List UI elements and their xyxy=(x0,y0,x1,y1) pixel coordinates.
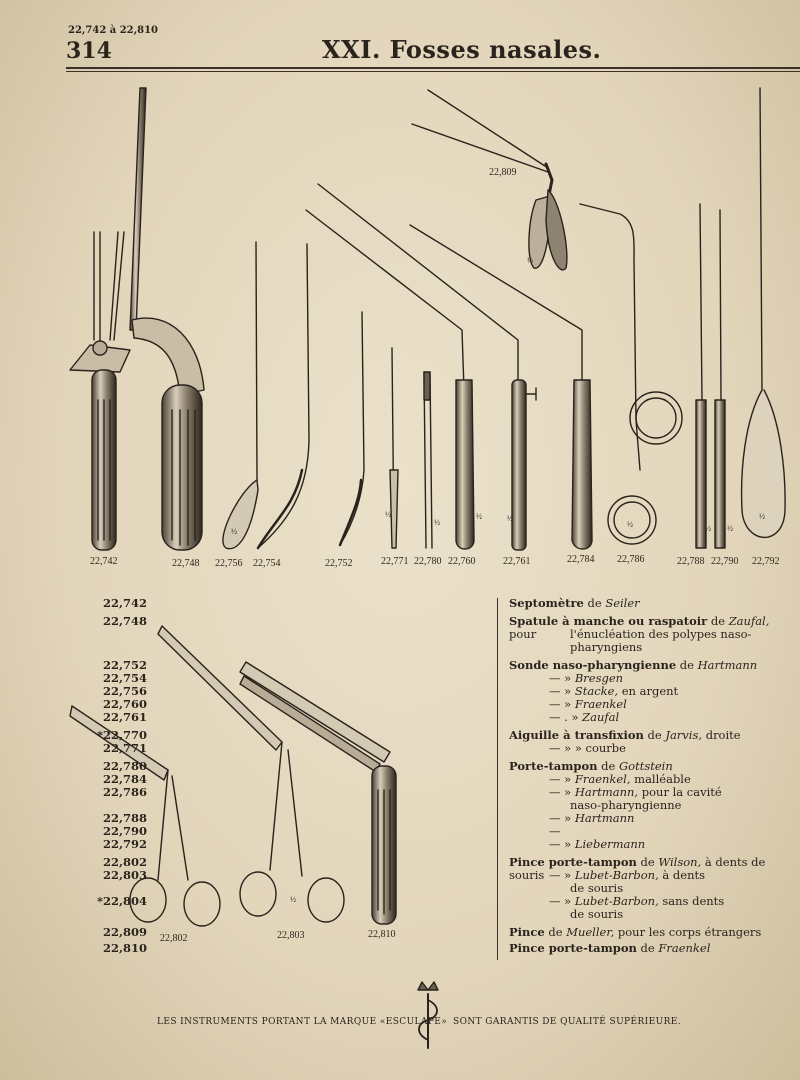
catalog-number: 22,761 xyxy=(102,710,147,724)
probe-22752 xyxy=(340,312,364,545)
item-connector: pharyngiens xyxy=(570,640,643,654)
figure-label: 22,803 xyxy=(277,930,305,941)
item-name: Aiguille à transfixion xyxy=(509,728,644,742)
sound-22761 xyxy=(318,184,536,550)
forceps-22809 xyxy=(412,90,567,270)
catalog-number: 22,771 xyxy=(102,741,147,755)
scale-mark: ½ xyxy=(476,512,482,521)
item-name: Spatule à manche ou raspatoir xyxy=(509,614,708,628)
figure-label: 22,752 xyxy=(325,558,353,569)
item-detail: sans dents xyxy=(658,894,725,908)
item-name: Pince porte-tampon xyxy=(509,941,637,955)
item-connector: de xyxy=(636,941,659,955)
catalog-description xyxy=(509,597,771,610)
scale-mark: ½ xyxy=(527,256,533,265)
item-detail: malléable xyxy=(630,772,691,786)
catalog-description xyxy=(509,869,771,882)
catalog-number: 22,810 xyxy=(102,941,147,955)
item-author: Fraenkel, xyxy=(574,772,631,786)
tampon-holder-22788 xyxy=(696,204,706,548)
item-connector: de xyxy=(707,614,729,628)
scale-mark: ½ xyxy=(727,524,733,533)
item-connector: — » xyxy=(549,811,575,825)
catalog-number: 22,802 xyxy=(102,855,147,869)
tampon-holder-22780 xyxy=(424,372,432,548)
figure-label: 22,802 xyxy=(160,933,188,944)
septometer-22742 xyxy=(70,232,130,550)
probe-22754 xyxy=(258,244,309,548)
item-author: Liebermann xyxy=(574,837,646,851)
catalog-number: 22,748 xyxy=(102,614,147,628)
item-connector: de xyxy=(643,728,666,742)
item-connector: — » xyxy=(549,671,575,685)
scale-mark: ½ xyxy=(705,524,711,533)
scale-mark: ½ xyxy=(627,520,633,529)
item-author: Hartmann xyxy=(697,658,758,672)
item-author: Hartmann xyxy=(574,811,635,825)
page-number: 314 xyxy=(66,38,112,64)
scale-mark: ½ xyxy=(507,514,513,523)
figure-label: 22,809 xyxy=(489,167,517,178)
catalog-description xyxy=(570,641,800,654)
catalog-number: 22,754 xyxy=(102,671,147,685)
catalog-number: 22,752 xyxy=(102,658,147,672)
catalog-number: *22,804 xyxy=(96,894,147,908)
item-connector: l'énucléation des polypes naso- xyxy=(570,627,752,641)
item-detail: pour xyxy=(509,627,537,641)
item-connector: — » xyxy=(549,697,575,711)
figure-label: 22,756 xyxy=(215,558,243,569)
footer-left-text: LES INSTRUMENTS PORTANT LA MARQUE «ESCULAPE» xyxy=(157,1017,448,1027)
item-author: Fraenkel xyxy=(658,941,711,955)
figure-label: 22,788 xyxy=(677,556,705,567)
catalog-number: 22,786 xyxy=(102,785,147,799)
item-connector: de souris xyxy=(570,881,624,895)
needle-22771 xyxy=(390,348,398,548)
catalog-description xyxy=(509,711,771,724)
item-detail: pour les corps étrangers xyxy=(614,925,762,939)
scale-mark: ½ xyxy=(385,510,391,519)
figure-label: 22,760 xyxy=(448,556,476,567)
spatula-22784 xyxy=(410,225,592,549)
figure-label: 22,771 xyxy=(381,556,409,567)
figure-label: 22,754 xyxy=(253,558,281,569)
item-author: Hartmann, xyxy=(574,785,639,799)
item-author: Seiler xyxy=(605,596,640,610)
catalog-number: 22,742 xyxy=(102,596,147,610)
item-connector: — » xyxy=(549,785,575,799)
catalog-description xyxy=(509,942,771,955)
catalog-number: 22,790 xyxy=(102,824,147,838)
item-author: Lubet-Barbon, xyxy=(574,894,659,908)
item-detail: en argent xyxy=(618,684,679,698)
item-detail: à dents xyxy=(658,868,705,882)
forceps-22810 xyxy=(240,662,396,924)
catalog-number: 22,788 xyxy=(102,811,147,825)
item-author: Bresgen xyxy=(574,671,624,685)
catalog-number: 22,784 xyxy=(102,772,147,786)
item-detail: droite xyxy=(702,728,741,742)
item-name: Septomètre xyxy=(509,596,584,610)
spatula-22760 xyxy=(306,210,474,549)
figure-label: 22,810 xyxy=(368,929,396,940)
scale-mark: ½ xyxy=(434,518,440,527)
catalog-description xyxy=(509,838,771,851)
figure-label: 22,748 xyxy=(172,558,200,569)
catalog-number: 22,792 xyxy=(102,837,147,851)
item-connector: — » xyxy=(549,837,575,851)
item-connector: naso-pharyngienne xyxy=(570,798,682,812)
figure-label: 22,790 xyxy=(711,556,739,567)
item-author: Zaufal, xyxy=(728,614,770,628)
item-name: Pince xyxy=(509,925,545,939)
item-connector: de souris xyxy=(570,907,624,921)
catalog-number: 22,780 xyxy=(102,759,147,773)
item-name: Sonde naso-pharyngienne xyxy=(509,658,677,672)
item-name: Porte-tampon xyxy=(509,759,598,773)
catalog-number: 22,760 xyxy=(102,697,147,711)
catalog-number: 22,809 xyxy=(102,925,147,939)
item-connector: — » xyxy=(549,868,575,882)
page-range: 22,742 à 22,810 xyxy=(68,25,158,36)
figure-label: 22,742 xyxy=(90,556,118,567)
catalog-description xyxy=(509,926,771,939)
catalog-number: 22,803 xyxy=(102,868,147,882)
catalog-description xyxy=(570,908,800,921)
item-author: Lubet-Barbon, xyxy=(574,868,659,882)
scale-mark: ½ xyxy=(290,895,296,904)
item-connector: — » xyxy=(549,684,575,698)
item-author: Gottstein xyxy=(618,759,673,773)
tampon-holder-22786 xyxy=(580,204,682,544)
item-author: Mueller, xyxy=(566,925,615,939)
esculape-mark-logo xyxy=(418,982,438,1048)
item-connector: — » » courbe xyxy=(549,741,626,755)
footer-right-text: SONT GARANTIS DE QUALITÉ SUPÉRIEURE. xyxy=(453,1017,681,1027)
page-title: XXI. Fosses nasales. xyxy=(322,35,602,64)
item-detail: à dents de souris xyxy=(509,855,766,882)
item-connector: — . » xyxy=(549,710,583,724)
item-author: Wilson, xyxy=(658,855,702,869)
item-connector: de xyxy=(597,759,619,773)
item-author: Fraenkel xyxy=(574,697,627,711)
item-connector: de xyxy=(636,855,659,869)
item-connector: de xyxy=(544,925,567,939)
figure-label: 22,784 xyxy=(567,554,595,565)
catalog-description xyxy=(509,895,771,908)
item-connector: — » xyxy=(549,772,575,786)
catalog-divider xyxy=(497,598,498,960)
item-author: Jarvis, xyxy=(665,728,703,742)
item-detail: pour la cavité xyxy=(638,785,722,799)
scale-mark: ½ xyxy=(231,527,237,536)
tampon-holder-22790 xyxy=(715,210,725,548)
figure-label: 22,792 xyxy=(752,556,780,567)
tampon-holder-22792 xyxy=(742,88,786,537)
scale-mark: ½ xyxy=(759,512,765,521)
figure-label: 22,786 xyxy=(617,554,645,565)
probe-22756 xyxy=(223,242,258,549)
item-author: Zaufal xyxy=(582,710,620,724)
item-connector: — » xyxy=(549,894,575,908)
item-connector: — xyxy=(549,824,561,838)
figure-label: 22,780 xyxy=(414,556,442,567)
catalog-number: *22,770 xyxy=(96,728,147,742)
item-connector: de xyxy=(676,658,698,672)
figure-label: 22,761 xyxy=(503,556,531,567)
raspatory-22748 xyxy=(130,88,204,550)
catalog-description xyxy=(509,742,771,755)
item-author: Stacke, xyxy=(574,684,619,698)
item-connector: de xyxy=(583,596,606,610)
item-name: Pince porte-tampon xyxy=(509,855,637,869)
catalog-number: 22,756 xyxy=(102,684,147,698)
